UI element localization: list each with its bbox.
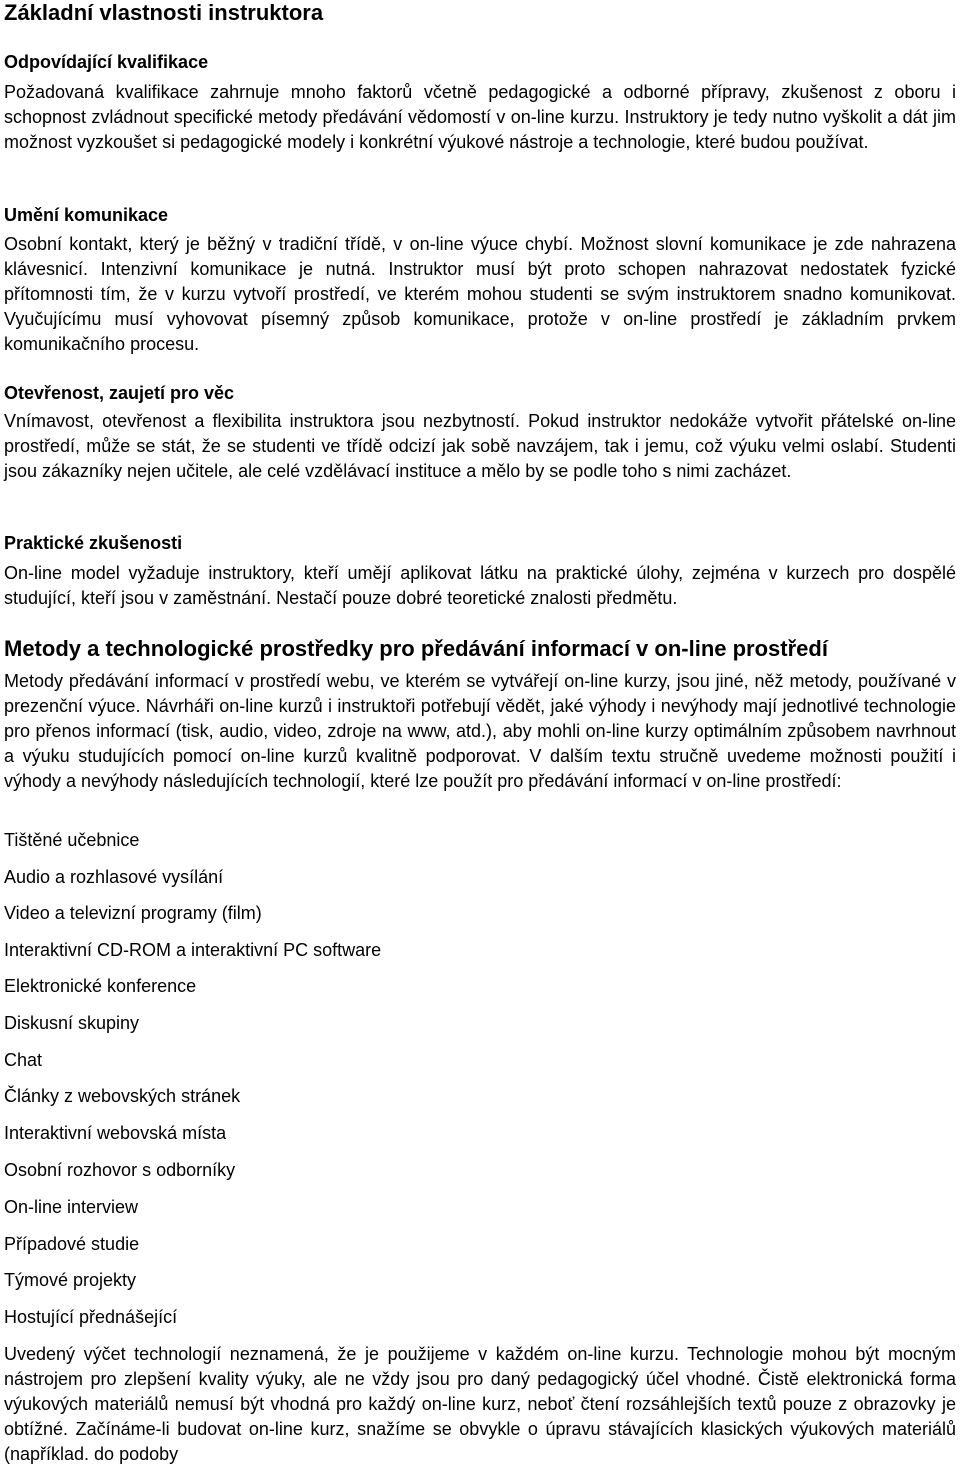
page-title: Základní vlastnosti instruktora [4,0,324,25]
section-text-qualification: Požadovaná kvalifikace zahrnuje mnoho faktorů včetně pedagogické a odborné přípravy, zkušenost z oboru i schopnost zvládnout specifické metody předávání vědomostí v on-line kurzu. Instruktory je tedy nutno vyškolit a dát jim možnost vyzkoušet si pedagogické modely i konkrétní výukové nástroje a technologie, které budou používat. [4,82,956,152]
section-text-openness: Vnímavost, otevřenost a flexibilita instruktora jsou nezbytností. Pokud instruktor nedokáže vytvořit přátelské on-line prostředí, může se stát, že se studenti ve třídě odcizí jak sobě navzájem, tak i jemu, což výuku velmi oslabí. Studenti jsou zákazníky nejen učitele, ale celé vzdělávací instituce a mělo by se podle toho s nimi zacházet. [4,411,956,481]
technology-list-item: Audio a rozhlasové vysílání [4,867,224,887]
technology-list-item: Tištěné učebnice [4,830,140,850]
methods-heading: Metody a technologické prostředky pro předávání informací v on-line prostředí [4,636,828,661]
technology-list-item: Osobní rozhovor s odborníky [4,1160,236,1180]
section-heading-communication: Umění komunikace [4,205,169,225]
section-text-practical: On-line model vyžaduje instruktory, kteří umějí aplikovat látku na praktické úlohy, zejména v kurzech pro dospělé studující, kteří jsou v zaměstnání. Nestačí pouze dobré teoretické znalosti předmětu. [4,563,956,608]
section-heading-practical: Praktické zkušenosti [4,533,183,553]
technology-list-item: Elektronické konference [4,976,197,996]
technology-list-item: Video a televizní programy (film) [4,903,262,923]
technology-list-item: Chat [4,1050,43,1070]
technology-list-item: On-line interview [4,1197,139,1217]
technology-list-item: Články z webovských stránek [4,1086,241,1106]
technology-list-item: Týmové projekty [4,1270,137,1290]
methods-intro-text: Metody předávání informací v prostředí webu, ve kterém se vytvářejí on-line kurzy, jsou jiné, něž metody, používané v prezenční výuce. Návrháři on-line kurzů i instruktoři potřebují vědět, jaké výhody i nevýhody mají jednotlivé technologie pro přenos informací (tisk, audio, video, zdroje na www, atd.), aby mohli on-line kurzy optimálním způsobem navrhnout a výuku studujících pomocí on-line kurzů kvalitně podporovat. V dalším textu stručně uvedeme možnosti použití i výhody a nevýhody následujících technologií, které lze použít pro předávání informací v on-line prostředí: [4,671,956,791]
technology-list-item: Hostující přednášející [4,1307,178,1327]
section-heading-openness: Otevřenost, zaujetí pro věc [4,383,235,403]
section-text-communication: Osobní kontakt, který je běžný v tradiční třídě, v on-line výuce chybí. Možnost slovní komunikace je zde nahrazena klávesnicí. Intenzivní komunikace je nutná. Instruktor musí být proto schopen nahrazovat nedostatek fyzické přítomnosti tím, že v kurzu vytvoří prostředí, ve kterém mohou studenti se svým instruktorem snadno komunikovat. Vyučujícímu musí vyhovovat písemný způsob komunikace, protože v on-line prostředí je základním prvkem komunikačního procesu. [4,234,956,354]
section-heading-qualification: Odpovídající kvalifikace [4,52,209,72]
technology-list-item: Diskusní skupiny [4,1013,140,1033]
technology-list-item: Případové studie [4,1234,140,1254]
technology-list-item: Interaktivní webovská místa [4,1123,227,1143]
technology-list-item: Interaktivní CD-ROM a interaktivní PC software [4,940,382,960]
methods-closing-text: Uvedený výčet technologií neznamená, že je použijeme v každém on-line kurzu. Technologie mohou být mocným nástrojem pro zlepšení kvality výuky, ale ne vždy jsou pro daný pedagogický účel vhodné. Čistě elektronická forma výukových materiálů nemusí být vhodná pro každý on-line kurz, neboť čtení rozsáhlejších textů pouze z obrazovky je obtížné. Začínáme-li budovat on-line kurz, snažíme se obvykle o úpravu stávajících klasických výukových materiálů (například. do podoby [4,1344,956,1464]
